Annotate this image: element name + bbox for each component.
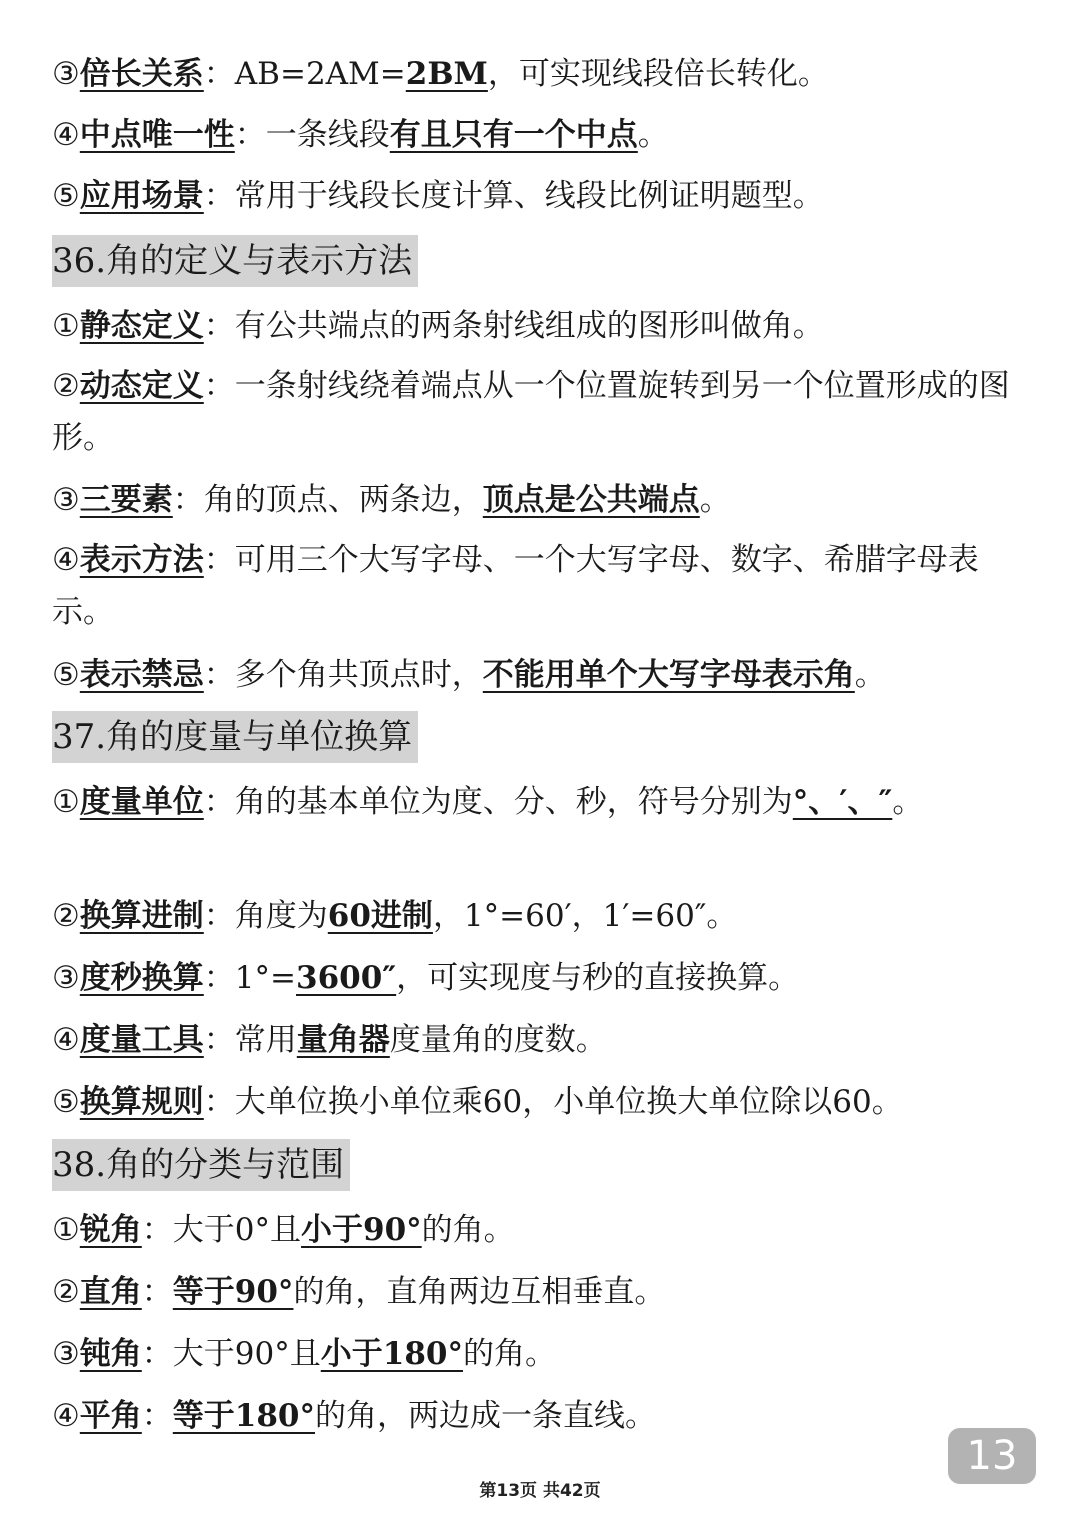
list-item: ①度量单位：角的基本单位为度、分、秒，符号分别为°、′、″。	[52, 784, 924, 820]
term: 锐角	[79, 1212, 142, 1248]
section-heading: 36.角的定义与表示方法	[52, 235, 418, 287]
page-footer: 第13页 共42页	[479, 1481, 601, 1501]
term: 表示方法	[79, 542, 204, 578]
list-item: ⑤表示禁忌：多个角共顶点时，不能用单个大写字母表示角。	[52, 657, 886, 693]
term: 换算进制	[79, 898, 204, 934]
list-item: ④表示方法：可用三个大写字母、一个大写字母、数字、希腊字母表示。	[52, 542, 979, 630]
term: 度量单位	[79, 784, 204, 820]
list-item: ②换算进制：角度为60进制，1°=60′，1′=60″。	[52, 898, 738, 934]
term: 直角	[79, 1274, 142, 1310]
list-item: ②直角：等于90°的角，直角两边互相垂直。	[52, 1274, 666, 1310]
list-item: ⑤换算规则：大单位换小单位乘60，小单位换大单位除以60。	[52, 1084, 903, 1120]
list-item: ④中点唯一性：一条线段有且只有一个中点。	[52, 117, 669, 153]
term: 平角	[79, 1398, 142, 1434]
list-item: ④平角：等于180°的角，两边成一条直线。	[52, 1398, 657, 1434]
term: 动态定义	[79, 368, 204, 404]
page-number-badge: 13	[948, 1428, 1036, 1484]
section-heading: 38.角的分类与范围	[52, 1139, 350, 1191]
list-item: ④度量工具：常用量角器度量角的度数。	[52, 1022, 607, 1058]
term: 度秒换算	[79, 960, 204, 996]
list-item: ①锐角：大于0°且小于90°的角。	[52, 1212, 515, 1248]
term: 度量工具	[79, 1022, 204, 1058]
list-item: ③倍长关系：AB=2AM=2BM，可实现线段倍长转化。	[52, 56, 829, 92]
list-item: ②动态定义：一条射线绕着端点从一个位置旋转到另一个位置形成的图形。	[52, 368, 1010, 456]
term: 应用场景	[79, 178, 204, 214]
term: 静态定义	[79, 308, 204, 344]
term: 表示禁忌	[79, 657, 204, 693]
term: 中点唯一性	[79, 117, 235, 153]
list-item: ③三要素：角的顶点、两条边，顶点是公共端点。	[52, 482, 731, 518]
term: 钝角	[79, 1336, 142, 1372]
term: 换算规则	[79, 1084, 204, 1120]
list-item: ①静态定义：有公共端点的两条射线组成的图形叫做角。	[52, 308, 824, 344]
term: 倍长关系	[79, 56, 204, 92]
list-item: ③度秒换算：1°=3600″，可实现度与秒的直接换算。	[52, 960, 800, 996]
section-heading: 37.角的度量与单位换算	[52, 711, 418, 763]
list-item: ⑤应用场景：常用于线段长度计算、线段比例证明题型。	[52, 178, 824, 214]
term: 三要素	[79, 482, 173, 518]
list-item: ③钝角：大于90°且小于180°的角。	[52, 1336, 556, 1372]
